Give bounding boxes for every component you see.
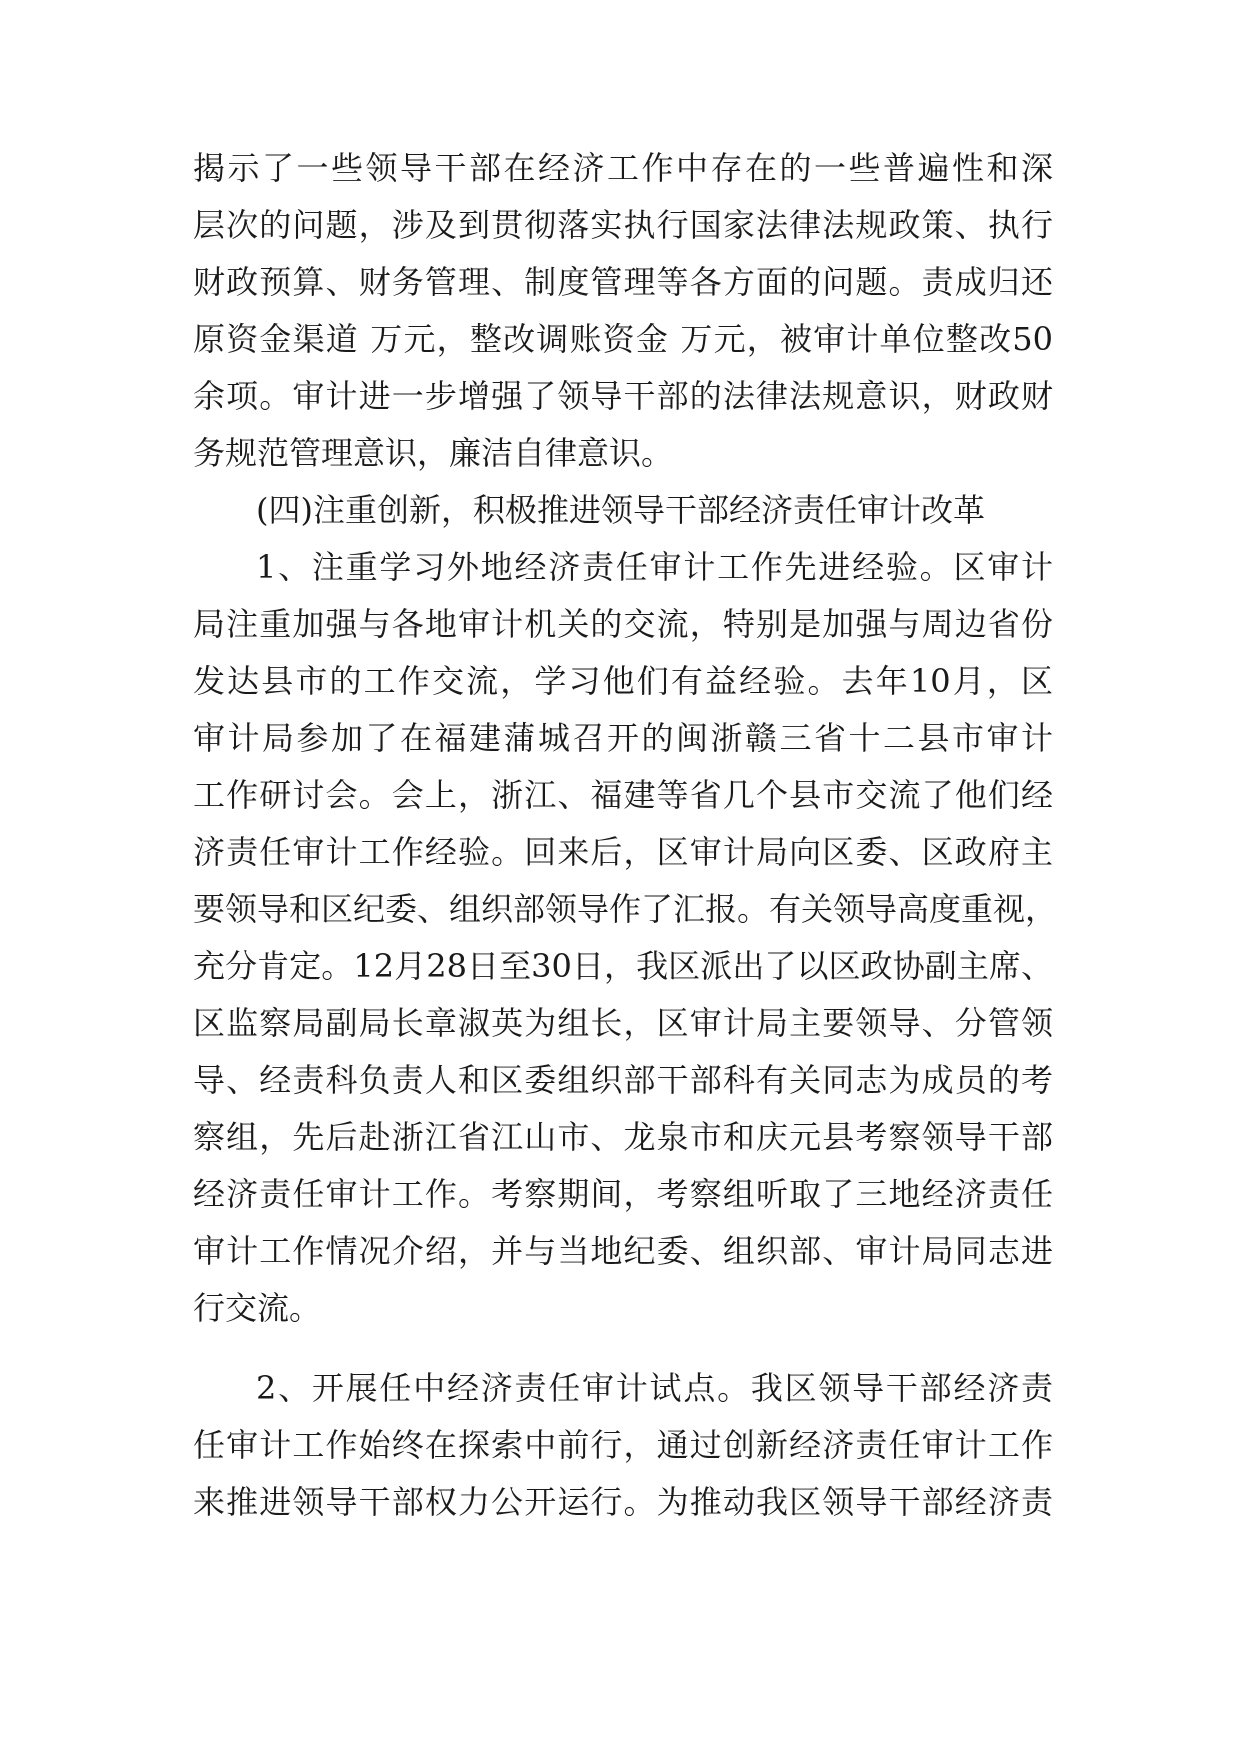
- paragraph-first-line: 2、开展任中经济责任审计试点。我区领导干部经济责: [256, 1369, 1053, 1407]
- body-text-line: 工作研讨会。会上，浙江、福建等省几个县市交流了他们经: [193, 776, 1053, 814]
- body-text-line: 发达县市的工作交流，学习他们有益经验。去年10月，区: [193, 662, 1053, 700]
- body-text-line: 审计工作情况介绍，并与当地纪委、组织部、审计局同志进: [193, 1232, 1053, 1270]
- body-text-line: 经济责任审计工作。考察期间，考察组听取了三地经济责任: [193, 1175, 1053, 1213]
- body-text-line: 任审计工作始终在探索中前行，通过创新经济责任审计工作: [193, 1426, 1053, 1464]
- body-text-line: 要领导和区纪委、组织部领导作了汇报。有关领导高度重视，: [193, 890, 1058, 928]
- body-text-line: 原资金渠道 万元，整改调账资金 万元，被审计单位整改50: [193, 320, 1053, 358]
- body-text-line: 局注重加强与各地审计机关的交流，特别是加强与周边省份: [193, 605, 1053, 643]
- body-text-line: 充分肯定。12月28日至30日，我区派出了以区政协副主席、: [193, 947, 1053, 985]
- body-text-line: 区监察局副局长章淑英为组长，区审计局主要领导、分管领: [193, 1004, 1053, 1042]
- body-text-line: 济责任审计工作经验。回来后，区审计局向区委、区政府主: [193, 833, 1053, 871]
- body-text-line: 导、经责科负责人和区委组织部干部科有关同志为成员的考: [193, 1061, 1053, 1099]
- body-text-line: 财政预算、财务管理、制度管理等各方面的问题。责成归还: [193, 263, 1053, 301]
- section-heading: (四)注重创新，积极推进领导干部经济责任审计改革: [256, 491, 985, 529]
- body-text-line: 余项。审计进一步增强了领导干部的法律法规意识，财政财: [193, 377, 1053, 415]
- body-text-line: 务规范管理意识，廉洁自律意识。: [193, 434, 674, 472]
- body-text-line: 揭示了一些领导干部在经济工作中存在的一些普遍性和深: [193, 149, 1053, 187]
- body-text-line: 层次的问题，涉及到贯彻落实执行国家法律法规政策、执行: [193, 206, 1053, 244]
- body-text-line: 审计局参加了在福建蒲城召开的闽浙赣三省十二县市审计: [193, 719, 1053, 757]
- paragraph-first-line: 1、注重学习外地经济责任审计工作先进经验。区审计: [256, 548, 1053, 586]
- body-text-line: 来推进领导干部权力公开运行。为推动我区领导干部经济责: [193, 1483, 1053, 1521]
- body-text-line: 行交流。: [193, 1289, 322, 1327]
- body-text-line: 察组，先后赴浙江省江山市、龙泉市和庆元县考察领导干部: [193, 1118, 1053, 1156]
